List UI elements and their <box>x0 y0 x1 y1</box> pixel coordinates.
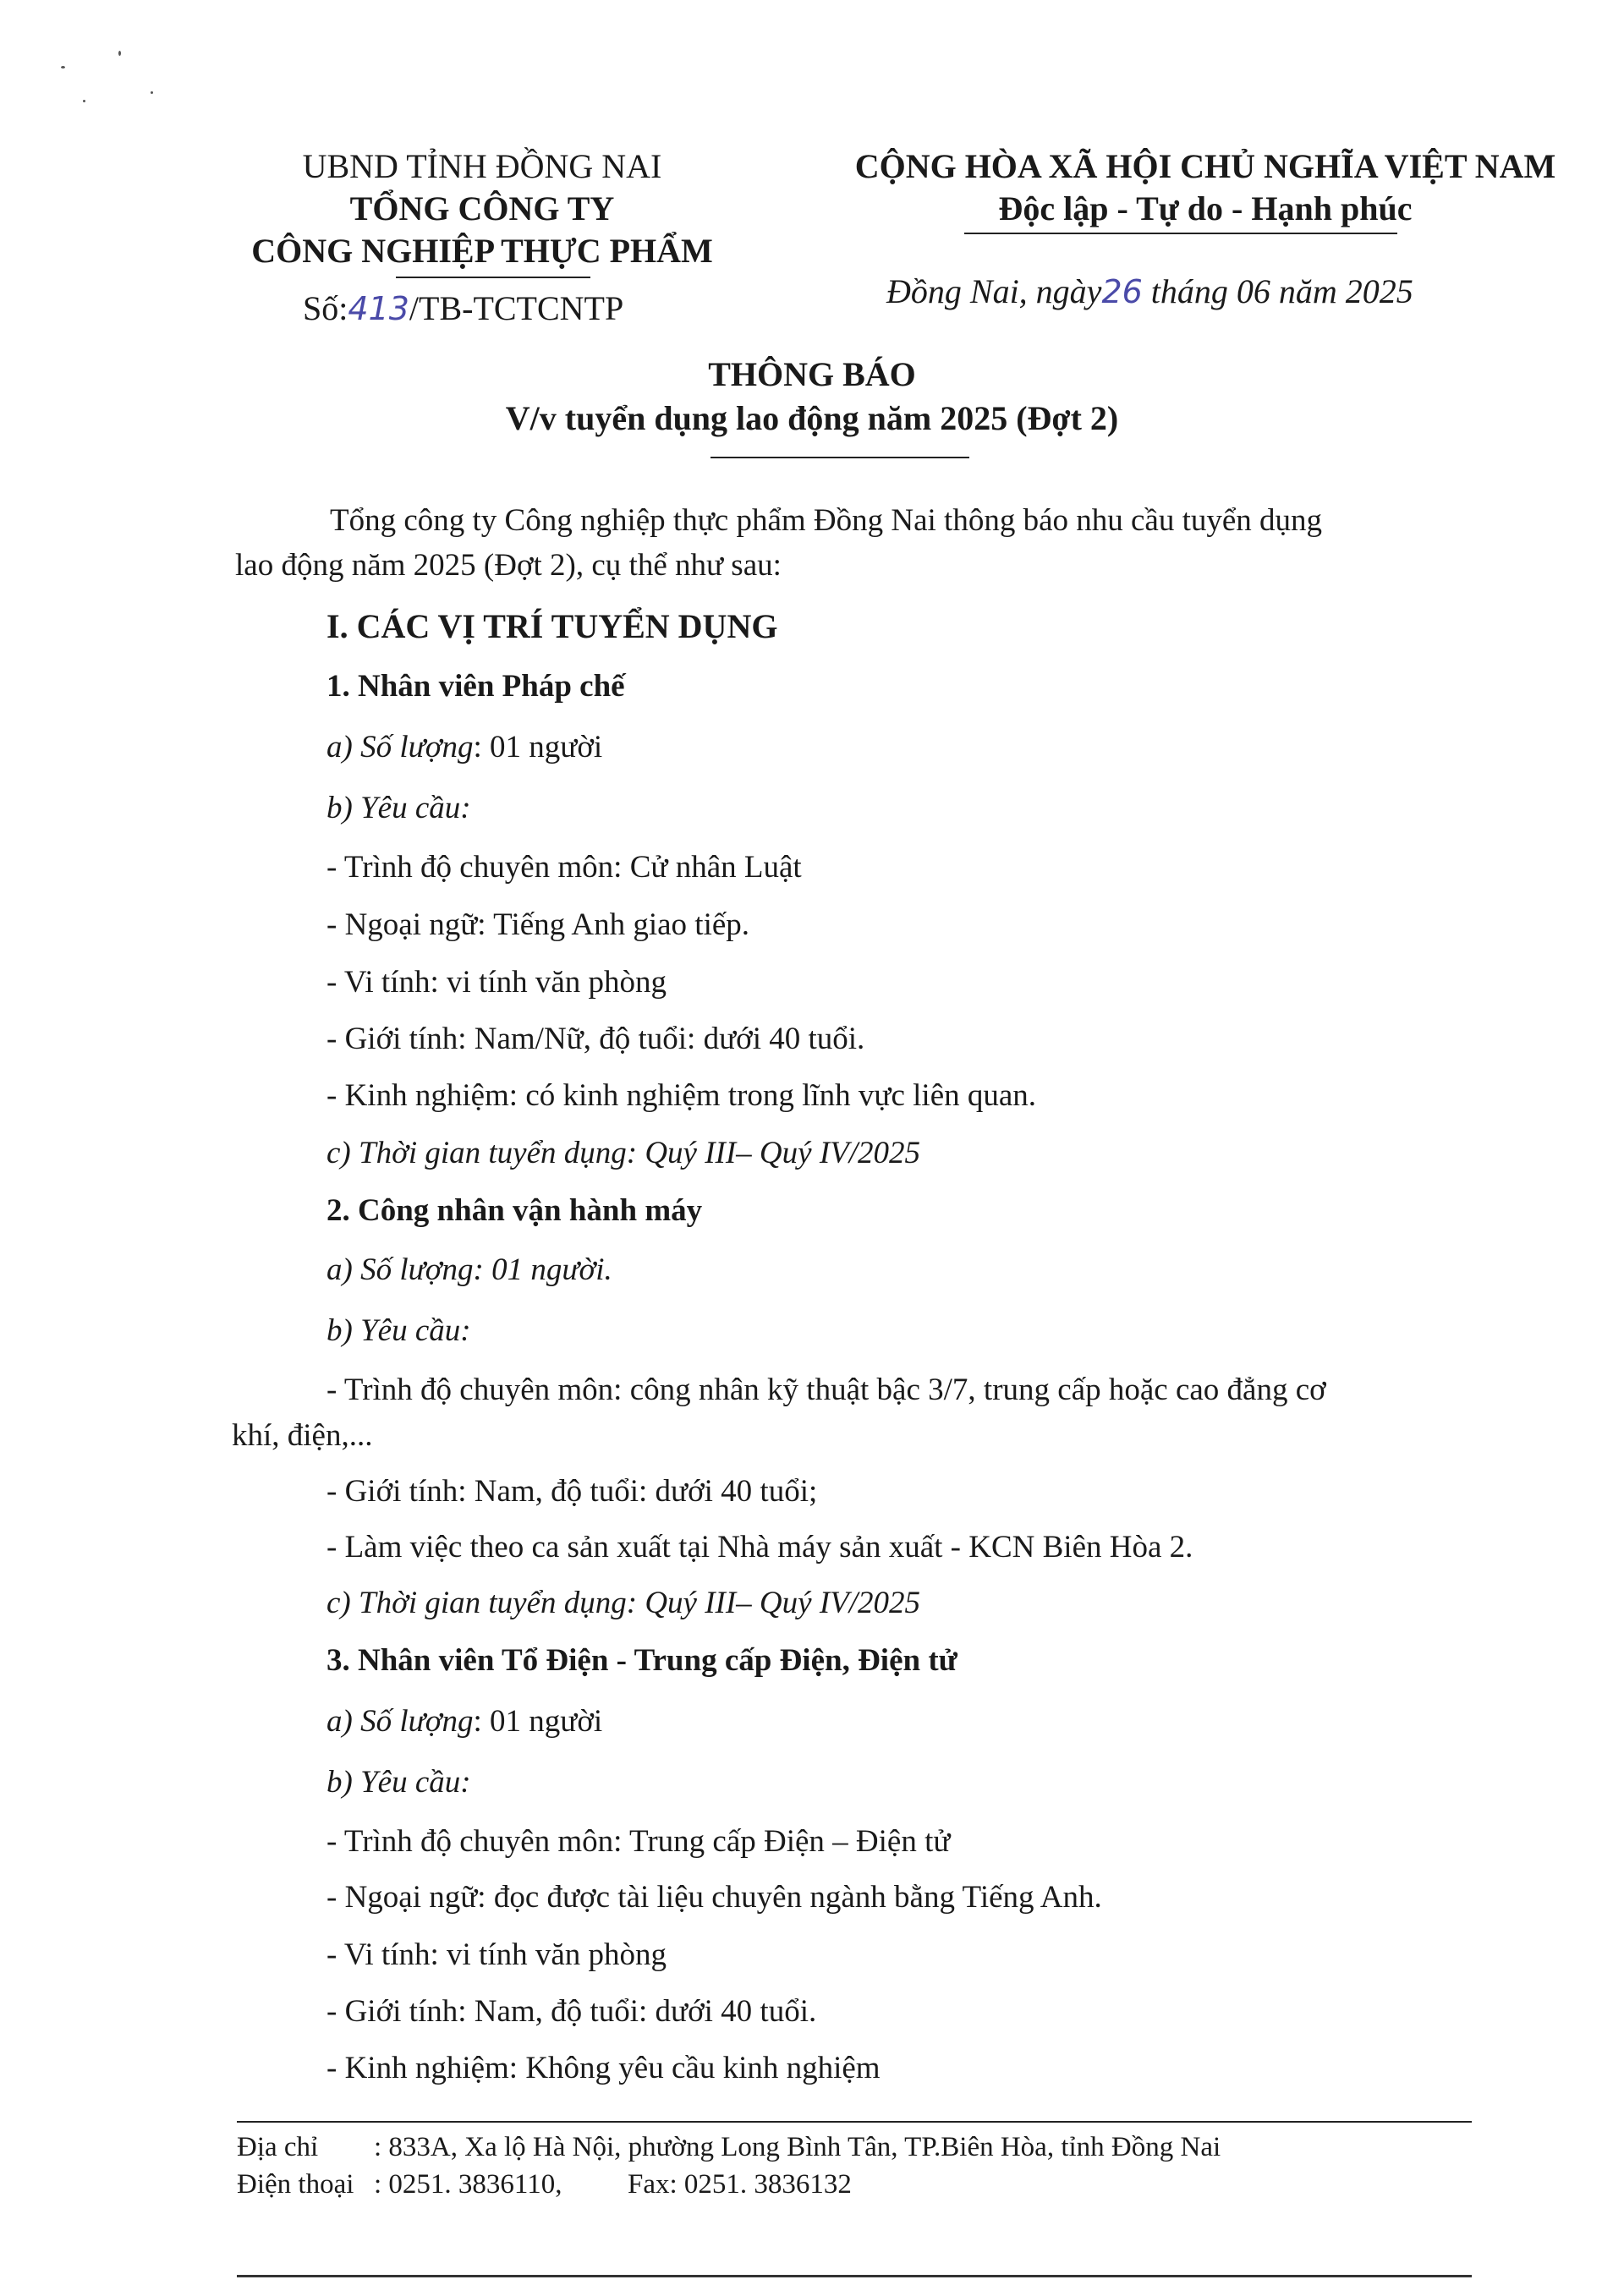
date-suffix: tháng 06 năm 2025 <box>1150 272 1413 310</box>
document-title <box>0 353 1624 440</box>
scan-speck <box>83 100 85 102</box>
position3-qty-value: : 01 người <box>473 1704 603 1739</box>
footer-fax: Fax: 0251. 3836132 <box>628 2169 852 2200</box>
position1-req: - Giới tính: Nam/Nữ, độ tuổi: dưới 40 tuổi. <box>326 1022 865 1056</box>
position1-req: - Trình độ chuyên môn: Cử nhân Luật <box>326 850 802 885</box>
position3-req: - Giới tính: Nam, độ tuổi: dưới 40 tuổi. <box>326 1994 817 2029</box>
footer-address-value: : 833A, Xa lộ Hà Nội, phường Long Bình Tân, TP.Biên Hòa, tỉnh Đồng Nai <box>374 2132 1221 2162</box>
footer-phone-value: : 0251. 3836110, <box>374 2169 562 2200</box>
position1-req-label: b) Yêu cầu: <box>326 791 471 825</box>
header-left-underline <box>396 277 590 278</box>
position2-req-label: b) Yêu cầu: <box>326 1313 471 1348</box>
scan-edge-line <box>237 2275 1472 2277</box>
section-heading: I. CÁC VỊ TRÍ TUYỂN DỤNG <box>326 607 778 645</box>
position2-req1-line2: khí, điện,... <box>232 1418 373 1453</box>
position1-qty-value: : 01 người <box>473 730 603 764</box>
position1-qty-label: a) Số lượng <box>326 730 474 764</box>
intro-line1: Tổng công ty Công nghiệp thực phẩm Đồng Nai thông báo nhu cầu tuyển dụng <box>330 503 1323 538</box>
doc-number-suffix: /TB-TCTCNTP <box>409 289 624 327</box>
position2-req1-line1: - Trình độ chuyên môn: công nhân kỹ thuật bậc 3/7, trung cấp hoặc cao đẳng cơ <box>326 1373 1326 1407</box>
footer-divider <box>237 2121 1472 2123</box>
footer-address-label: Địa chỉ <box>237 2132 319 2162</box>
position3-title: 3. Nhân viên Tổ Điện - Trung cấp Điện, Điện tử <box>326 1643 957 1678</box>
place-date <box>886 271 1413 313</box>
position3-qty-label: a) Số lượng <box>326 1704 474 1739</box>
document-number <box>303 288 623 330</box>
date-prefix: Đồng Nai, ngày <box>886 272 1102 310</box>
position3-req: - Vi tính: vi tính văn phòng <box>326 1937 667 1972</box>
nation-name: CỘNG HÒA XÃ HỘI CHỦ NGHĨA VIỆT NAM <box>854 147 1556 185</box>
header-left <box>195 145 770 272</box>
title-underline <box>710 457 969 458</box>
company-name-line2: CÔNG NGHIỆP THỰC PHẨM <box>251 232 713 270</box>
position2-req3: - Làm việc theo ca sản xuất tại Nhà máy sản xuất - KCN Biên Hòa 2. <box>326 1530 1193 1564</box>
date-day-handwritten: 26 <box>1101 273 1143 310</box>
position2-time: c) Thời gian tuyển dụng: Quý III– Quý IV/2025 <box>326 1586 921 1620</box>
position3-req: - Kinh nghiệm: Không yêu cầu kinh nghiệm <box>326 2051 881 2085</box>
position1-quantity <box>326 727 602 768</box>
doc-number-handwritten: 413 <box>348 290 409 327</box>
scan-speck <box>118 51 121 56</box>
position3-req-label: b) Yêu cầu: <box>326 1765 471 1800</box>
authority-name: UBND TỈNH ĐỒNG NAI <box>302 147 662 185</box>
position1-title: 1. Nhân viên Pháp chế <box>326 669 625 704</box>
position2-req2: - Giới tính: Nam, độ tuổi: dưới 40 tuổi; <box>326 1474 818 1509</box>
position2-quantity: a) Số lượng: 01 người. <box>326 1252 612 1287</box>
company-name-line1: TỔNG CÔNG TY <box>349 189 615 227</box>
position1-req: - Kinh nghiệm: có kinh nghiệm trong lĩnh vực liên quan. <box>326 1078 1037 1113</box>
position3-req: - Trình độ chuyên môn: Trung cấp Điện – Điện tử <box>326 1824 951 1859</box>
scan-speck <box>61 66 65 68</box>
footer-phone-label: Điện thoại <box>237 2169 354 2200</box>
position3-req: - Ngoại ngữ: đọc được tài liệu chuyên ngành bằng Tiếng Anh. <box>326 1880 1102 1915</box>
doc-number-prefix: Số: <box>303 289 348 327</box>
position2-title: 2. Công nhân vận hành máy <box>326 1193 703 1228</box>
intro-line2: lao động năm 2025 (Đợt 2), cụ thể như sau: <box>235 548 782 583</box>
title-main: THÔNG BÁO <box>708 355 916 393</box>
position1-req: - Vi tính: vi tính văn phòng <box>326 965 667 1000</box>
header-right <box>787 145 1624 230</box>
position1-time: c) Thời gian tuyển dụng: Quý III– Quý IV/2025 <box>326 1136 921 1170</box>
position3-quantity <box>326 1701 602 1742</box>
national-motto: Độc lập - Tự do - Hạnh phúc <box>998 189 1413 227</box>
scan-speck <box>151 91 153 94</box>
motto-underline <box>964 233 1397 234</box>
position1-req: - Ngoại ngữ: Tiếng Anh giao tiếp. <box>326 907 750 942</box>
title-subject: V/v tuyển dụng lao động năm 2025 (Đợt 2) <box>505 399 1119 437</box>
